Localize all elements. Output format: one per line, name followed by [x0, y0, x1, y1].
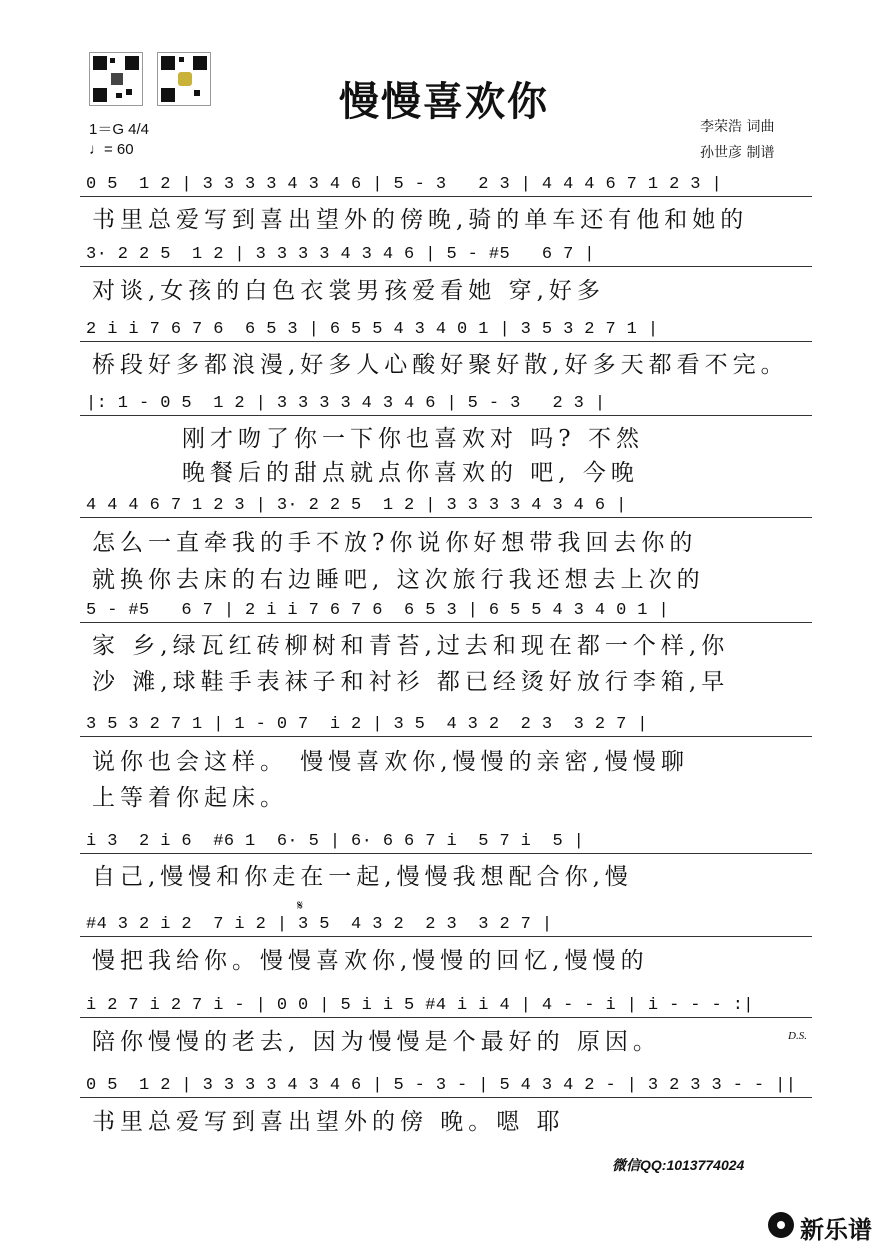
- notation-line: 2 i i 7 6 7 6 6 5 3 | 6 5 5 4 3 4 0 1 | 3 5 3 2 7 1 |: [86, 320, 806, 339]
- brand-name: 新乐谱: [800, 1216, 872, 1244]
- record-icon: [768, 1212, 794, 1238]
- lyric-line: 沙 滩,球鞋手表袜子和衬衫 都已经烫好放行李箱,早: [92, 669, 730, 695]
- lyric-line: 刚才吻了你一下你也喜欢对 吗? 不然: [182, 426, 644, 452]
- lyric-line: 对谈,女孩的白色衣裳男孩爱看她 穿,好多: [92, 278, 605, 304]
- ds-mark: D.S.: [788, 1030, 807, 1042]
- lyric-line: 晚餐后的甜点就点你喜欢的 吧, 今晚: [182, 460, 639, 486]
- notation-line: 5 - #5 6 7 | 2 i i 7 6 7 6 6 5 3 | 6 5 5 4 3 4 0 1 |: [86, 601, 806, 620]
- notation-line: |: 1 - 0 5 1 2 | 3 3 3 3 4 3 4 6 | 5 - 3 2 3 |: [86, 394, 806, 413]
- credit-lyrics-music: 李荣浩 词曲: [700, 119, 775, 135]
- song-title: 慢慢喜欢你: [339, 78, 549, 125]
- contact-info: 微信QQ:1013774024: [612, 1157, 745, 1173]
- notation-line: 0 5 1 2 | 3 3 3 3 4 3 4 6 | 5 - 3 - | 5 4 3 4 2 - | 3 2 3 3 - - ||: [86, 1076, 806, 1095]
- notation-line: i 2 7 i 2 7 i - | 0 0 | 5 i i 5 #4 i i 4 | 4 - - i | i - - - :|: [86, 996, 806, 1015]
- key-signature: 1＝G 4/4: [89, 121, 150, 138]
- brand-logo: [768, 1208, 878, 1244]
- lyric-line: 就换你去床的右边睡吧, 这次旅行我还想去上次的: [92, 567, 705, 593]
- lyric-line: 自己,慢慢和你走在一起,慢慢我想配合你,慢: [92, 864, 633, 890]
- lyric-line: 家 乡,绿瓦红砖柳树和青苔,过去和现在都一个样,你: [92, 633, 730, 659]
- lyric-line: 说你也会这样。 慢慢喜欢你,慢慢的亲密,慢慢聊: [92, 749, 689, 775]
- lyric-line: 桥段好多都浪漫,好多人心酸好聚好散,好多天都看不完。: [92, 352, 789, 378]
- lyric-line: 陪你慢慢的老去, 因为慢慢是个最好的 原因。: [92, 1029, 661, 1055]
- notation-line: #4 3 2 i 2 7 i 2 | 3 5 4 3 2 2 3 3 2 7 |: [86, 915, 806, 934]
- tempo-marking: ♩= 60: [89, 141, 134, 158]
- lyric-line: 上等着你起床。: [92, 785, 288, 811]
- lyric-line: 怎么一直牵我的手不放?你说你好想带我回去你的: [92, 530, 698, 556]
- notation-line: 3 5 3 2 7 1 | 1 - 0 7 i 2 | 3 5 4 3 2 2 3 3 2 7 |: [86, 715, 806, 734]
- notation-line: 0 5 1 2 | 3 3 3 3 4 3 4 6 | 5 - 3 2 3 | 4 4 4 6 7 1 2 3 |: [86, 175, 806, 194]
- credit-notation: 孙世彦 制谱: [700, 145, 775, 161]
- lyric-line: 慢把我给你。慢慢喜欢你,慢慢的回忆,慢慢的: [92, 948, 649, 974]
- lyric-line: 书里总爱写到喜出望外的傍 晚。嗯 耶: [92, 1109, 565, 1135]
- notation-line: i 3 2 i 6 #6 1 6· 5 | 6· 6 6 7 i 5 7 i 5 |: [86, 832, 806, 851]
- lyric-line: 书里总爱写到喜出望外的傍晚,骑的单车还有他和她的: [92, 207, 749, 233]
- notation-line: 3· 2 2 5 1 2 | 3 3 3 3 4 3 4 6 | 5 - #5 6 7 |: [86, 245, 806, 264]
- segno-mark: 𝄋: [297, 898, 304, 914]
- notation-line: 4 4 4 6 7 1 2 3 | 3· 2 2 5 1 2 | 3 3 3 3 4 3 4 6 |: [86, 496, 806, 515]
